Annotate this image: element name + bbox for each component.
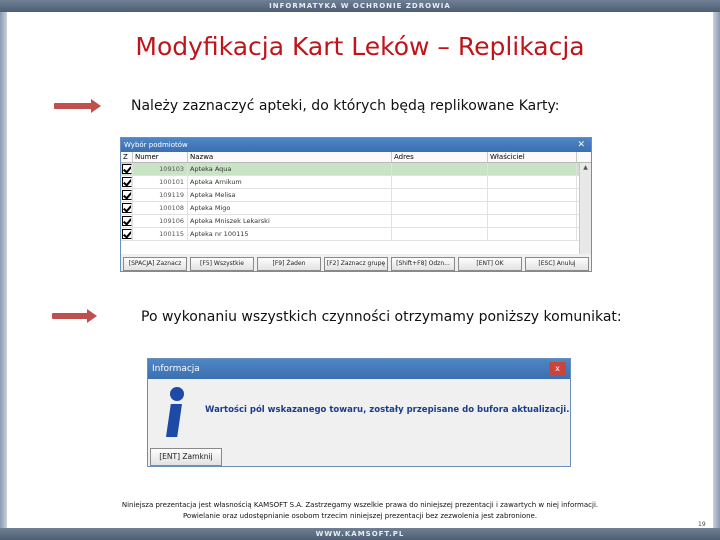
info-message: Wartości pól wskazanego towaru, zostały przepisane do bufora aktualizacji. (205, 405, 570, 415)
selection-window-title: Wybór podmiotów (124, 141, 188, 149)
table-row[interactable] (121, 215, 591, 228)
scrollbar-header (577, 152, 589, 162)
info-window-titlebar[interactable] (148, 359, 570, 379)
right-frame-bar (713, 12, 720, 528)
info-window-title: Informacja (152, 364, 200, 374)
pharmacy-grid (121, 163, 591, 254)
cell-owner (488, 163, 577, 175)
close-icon[interactable]: x (549, 362, 566, 376)
cell-name: Apteka Arnikum (188, 176, 392, 188)
cell-name: Apteka Melisa (188, 189, 392, 201)
select-group-button[interactable]: [F2] Zaznacz grupę (324, 257, 388, 271)
column-header-z[interactable]: Z (121, 152, 133, 162)
column-header-name[interactable]: Nazwa (188, 152, 392, 162)
bottom-banner: WWW.KAMSOFT.PL (0, 528, 720, 540)
info-window (147, 358, 571, 467)
close-icon[interactable]: ✕ (577, 140, 585, 150)
cell-name: Apteka Mniszek Lekarski (188, 215, 392, 227)
cell-owner (488, 202, 577, 214)
selection-window-titlebar[interactable] (121, 138, 591, 152)
cell-name: Apteka Migo (188, 202, 392, 214)
information-icon (162, 387, 188, 437)
copyright-note (100, 500, 620, 522)
selection-window (120, 137, 592, 272)
arrow-right-icon (54, 103, 92, 109)
column-header-address[interactable]: Adres (392, 152, 488, 162)
column-header-owner[interactable]: Właściciel (488, 152, 577, 162)
table-row[interactable] (121, 176, 591, 189)
cell-owner (488, 189, 577, 201)
select-button[interactable]: [SPACJA] Zaznacz (123, 257, 187, 271)
selection-button-bar (121, 254, 591, 272)
arrow-right-icon (52, 313, 88, 319)
column-header-number[interactable]: Numer (133, 152, 188, 162)
table-row[interactable] (121, 202, 591, 215)
table-row[interactable] (121, 228, 591, 241)
grid-header (121, 152, 591, 163)
ok-button[interactable]: [ENT] OK (458, 257, 522, 271)
cell-address (392, 202, 488, 214)
copyright-line-1: Niniejsza prezentacja jest własnością KAMSOFT S.A. Zastrzegamy wszelkie prawa do niniejszej prezentacji i zawartych w niej informacji. (121, 501, 599, 509)
checkbox-checked-icon[interactable] (122, 164, 132, 174)
checkbox-checked-icon[interactable] (122, 190, 132, 200)
left-frame-bar (0, 12, 7, 528)
page-number: 19 (698, 521, 706, 528)
checkbox-checked-icon[interactable] (122, 216, 132, 226)
copyright-line-2: Powielanie oraz udostępnianie osobom trzecim niniejszej prezentacji bez zezwolenia jest zabronione. (182, 512, 538, 520)
vertical-scrollbar[interactable] (579, 163, 591, 254)
cell-number: 100108 (133, 202, 188, 214)
slide-title: Modyfikacja Kart Leków – Replikacja (135, 32, 585, 61)
cell-number: 109103 (133, 163, 188, 175)
cell-number: 100101 (133, 176, 188, 188)
select-none-button[interactable]: [F9] Żaden (257, 257, 321, 271)
cancel-button[interactable]: [ESC] Anuluj (525, 257, 589, 271)
cell-address (392, 228, 488, 240)
cell-owner (488, 228, 577, 240)
cell-address (392, 189, 488, 201)
table-row[interactable] (121, 163, 591, 176)
cell-number: 100115 (133, 228, 188, 240)
cell-address (392, 163, 488, 175)
cell-address (392, 176, 488, 188)
top-banner: INFORMATYKA W OCHRONIE ZDROWIA (0, 0, 720, 12)
instruction-result-message: Po wykonaniu wszystkich czynności otrzymamy poniższy komunikat: (141, 309, 622, 325)
checkbox-checked-icon[interactable] (122, 203, 132, 213)
cell-owner (488, 176, 577, 188)
cell-name: Apteka nr 100115 (188, 228, 392, 240)
cell-number: 109106 (133, 215, 188, 227)
checkbox-checked-icon[interactable] (122, 229, 132, 239)
cell-owner (488, 215, 577, 227)
cell-address (392, 215, 488, 227)
instruction-select-pharmacies: Należy zaznaczyć apteki, do których będą replikowane Karty: (131, 98, 560, 114)
table-row[interactable] (121, 189, 591, 202)
checkbox-checked-icon[interactable] (122, 177, 132, 187)
scroll-up-arrow-icon[interactable]: ▲ (583, 164, 588, 171)
close-button[interactable]: [ENT] Zamknij (150, 448, 222, 466)
select-all-button[interactable]: [F5] Wszystkie (190, 257, 254, 271)
deselect-button[interactable]: [Shift+F8] Odzn... (391, 257, 455, 271)
cell-number: 109119 (133, 189, 188, 201)
cell-name: Apteka Aqua (188, 163, 392, 175)
